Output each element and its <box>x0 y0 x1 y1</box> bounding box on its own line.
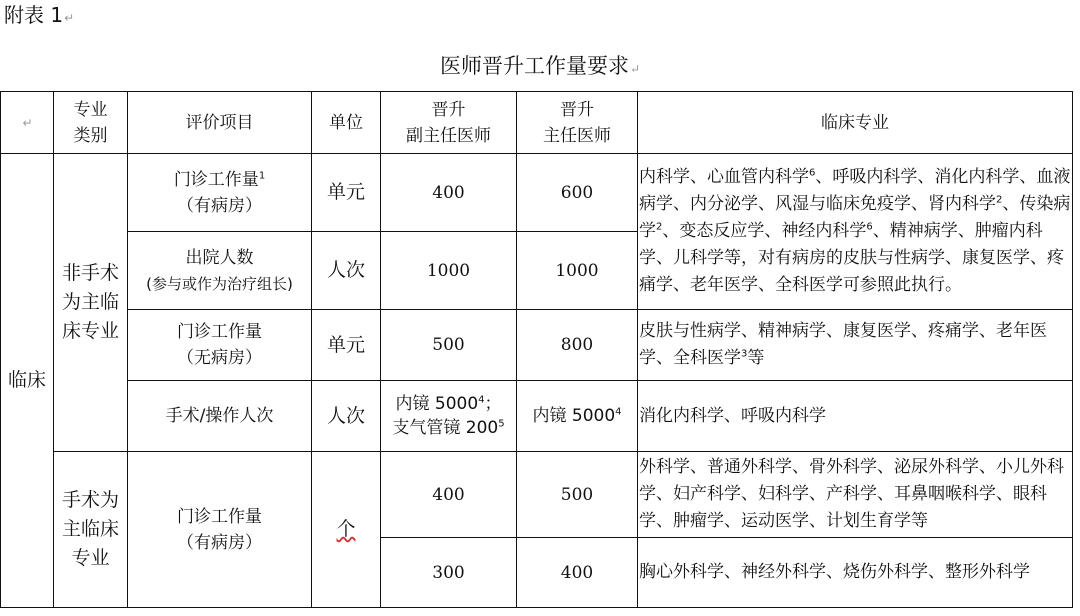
requirements-table <box>0 91 1073 608</box>
header-chief: 晋升 主任医师 <box>517 92 638 154</box>
unit-cell: 单元 <box>312 154 381 232</box>
specialty-no-ward: 皮肤与性病学、精神病学、康复医学、疼痛学、老年医学、全科医学$^3$等 <box>638 310 1073 381</box>
deputy-value: 300 <box>381 538 517 608</box>
header-specialty: 临床专业 <box>638 92 1073 154</box>
group-non-surgical: 非手术 为主临 床专业 <box>54 154 128 452</box>
unit-cell: 人次 <box>312 232 381 310</box>
deputy-value: 500 <box>381 310 517 381</box>
item-procedures: 手术/操作人次 <box>128 381 312 452</box>
specialty-surgery: 外科学、普通外科学、骨外科学、泌尿外科学、小儿外科学、妇产科学、妇科学、产科学、耳鼻咽喉科学、眼科学、肿瘤学、运动医学、计划生育学等 <box>638 452 1073 538</box>
header-deputy-chief: 晋升 副主任医师 <box>381 92 517 154</box>
header-category: 专业 类别 <box>54 92 128 154</box>
chief-value: 500 <box>517 452 638 538</box>
specialty-special-surgery: 胸心外科学、神经外科学、烧伤外科学、整形外科学 <box>638 538 1073 608</box>
unit-cell: 人次 <box>312 381 381 452</box>
deputy-value: 1000 <box>381 232 517 310</box>
group-surgical: 手术为 主临床 专业 <box>54 452 128 608</box>
item-outpatient-surgical: 门诊工作量 （有病房） <box>128 452 312 608</box>
table-row <box>1 154 1073 232</box>
header-unit: 单位 <box>312 92 381 154</box>
deputy-value: 400 <box>381 154 517 232</box>
item-outpatient-with-ward: 门诊工作量$^1$ （有病房） <box>128 154 312 232</box>
chief-value: 600 <box>517 154 638 232</box>
specialty-endoscopy: 消化内科学、呼吸内科学 <box>638 381 1073 452</box>
chief-value: 400 <box>517 538 638 608</box>
deputy-value: 内镜 5000$^4$； 支气管镜 $200^5$ <box>381 381 517 452</box>
deputy-value: 400 <box>381 452 517 538</box>
chief-value: 内镜 5000$^4$ <box>517 381 638 452</box>
chief-value: 800 <box>517 310 638 381</box>
table-header-row <box>1 92 1073 154</box>
table-row <box>1 310 1073 381</box>
table-row <box>1 452 1073 538</box>
table-row <box>1 381 1073 452</box>
header-blank-cell: ↵ <box>1 92 54 154</box>
unit-cell: 个 <box>312 452 381 608</box>
document-title: 医师晋升工作量要求↵ <box>439 54 641 78</box>
header-item: 评价项目 <box>128 92 312 154</box>
unit-cell: 单元 <box>312 310 381 381</box>
section-clinical: 临床 <box>1 154 54 608</box>
specialty-internal-medicine: 内科学、心血管内科学$^6$、呼吸内科学、消化内科学、血液病学、内分泌学、风湿与临床免疫学、肾内科学$^2$、传染病学$^2$、变态反应学、神经内科学$^6$、精神病学、肿瘤内科学、儿科学等，对有病房的皮肤与性病学、康复医学、疼痛学、老年医学、全科医学可参照此执行。 <box>638 154 1073 310</box>
document-label: 附表 1↵ <box>4 3 75 27</box>
item-discharges: 出院人数 (参与或作为治疗组长) <box>128 232 312 310</box>
item-outpatient-no-ward: 门诊工作量 （无病房） <box>128 310 312 381</box>
chief-value: 1000 <box>517 232 638 310</box>
